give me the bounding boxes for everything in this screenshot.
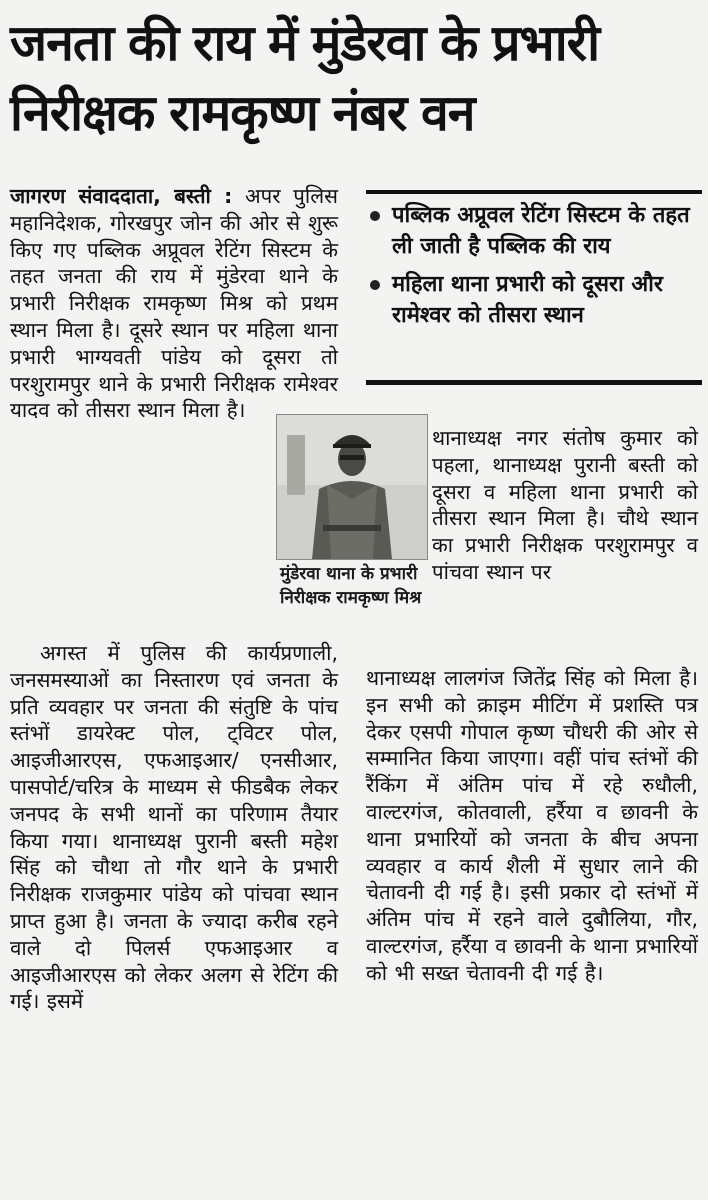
highlights-top-rule [366,190,702,194]
dateline: जागरण संवाददाता, बस्ती : [10,184,233,208]
article-paragraph-1: अपर पुलिस महानिदेशक, गोरखपुर जोन की ओर से शुरू किए गए पब्लिक अप्रूवल रेटिंग सिस्टम के तहत जनता की राय में मुंडेरवा थाने के प्रभारी निरीक्षक रामकृष्ण मिश्र को प्रथम स्थान मिला है। दूसरे स्थान पर महिला थाना प्रभारी भाग्यवती पांडेय को दूसरा तो परशुरामपुर थाने के प्रभारी निरीक्षक रामेश्वर यादव को तीसरा स्थान मिला है। [10,184,338,423]
bullet-icon [370,211,380,221]
highlight-text: पब्लिक अप्रूवल रेटिंग सिस्टम के तहत ली जाती है पब्लिक की राय [392,203,690,259]
highlights-bottom-rule [366,380,702,385]
article-paragraph-4: थानाध्यक्ष लालगंज जितेंद्र सिंह को मिला है। इन सभी को क्राइम मीटिंग में प्रशस्ति पत्र देकर एसपी गोपाल कृष्ण चौधरी की ओर से सम्मानित किया जाएगा। वहीं पांच स्तंभों की रैंकिंग में अंतिम पांच में रहे रुधौली, वाल्टरगंज, कोतवाली, हर्रैया व छावनी के थाना प्रभारियों को जनता के बीच अपना व्यवहार व कार्य शैली में सुधार लाने की चेतावनी दी गई है। इसी प्रकार दो स्तंभों में अंतिम पांच में रहने वाले दुबौलिया, गौर, वाल्टरगंज, हर्रैया व छावनी के थाना प्रभारियों को भी सख्त चेतावनी दी गई है। [366,666,698,985]
headline-line-1: जनता की राय में मुंडेरवा के प्रभारी [10,14,600,72]
article-column-left-continued [10,640,338,1015]
highlight-text: महिला थाना प्रभारी को दूसरा और रामेश्वर को तीसरा स्थान [392,272,663,328]
bullet-icon [370,280,380,290]
headline [10,8,700,148]
article-column-right [366,665,698,987]
highlight-item [366,200,702,262]
article-paragraph-3: थानाध्यक्ष नगर संतोष कुमार को पहला, थानाध्यक्ष पुरानी बस्ती को दूसरा व महिला थाना प्रभारी को तीसरा स्थान मिला है। चौथे स्थान का प्रभारी निरीक्षक परशुरामपुर व पांचवा स्थान पर [432,426,698,584]
article-column-left [10,183,338,424]
highlight-item [366,269,702,331]
photo-caption: मुंडेरवा थाना के प्रभारी निरीक्षक रामकृष्ण मिश्र [280,564,422,608]
article-column-right-top [432,425,698,586]
headline-line-2: निरीक्षक रामकृष्ण नंबर वन [10,84,475,142]
article-paragraph-2: अगस्त में पुलिस की कार्यप्रणाली, जनसमस्याओं का निस्तारण एवं जनता के प्रति व्यवहार पर जनता की संतुष्टि के पांच स्तंभों डायरेक्ट पोल, ट्विटर पोल, आइजीआरएस, एफआइआर/ एनसीआर, पासपोर्ट/चरित्र के माध्यम से फीडबैक लेकर जनपद के सभी थानों का परिणाम तैयार किया गया। थानाध्यक्ष पुरानी बस्ती महेश सिंह को चौथा तो गौर थाने के प्रभारी निरीक्षक राजकुमार पांडेय को पांचवा स्थान प्राप्त हुआ है। जनता के ज्यादा करीब रहने वाले दो पिलर्स एफआइआर व आइजीआरएस को लेकर अलग से रेटिंग की गई। इसमें [10,641,338,1014]
officer-photo [276,414,428,560]
officer-portrait-image [277,415,427,559]
highlights-box [366,200,702,338]
